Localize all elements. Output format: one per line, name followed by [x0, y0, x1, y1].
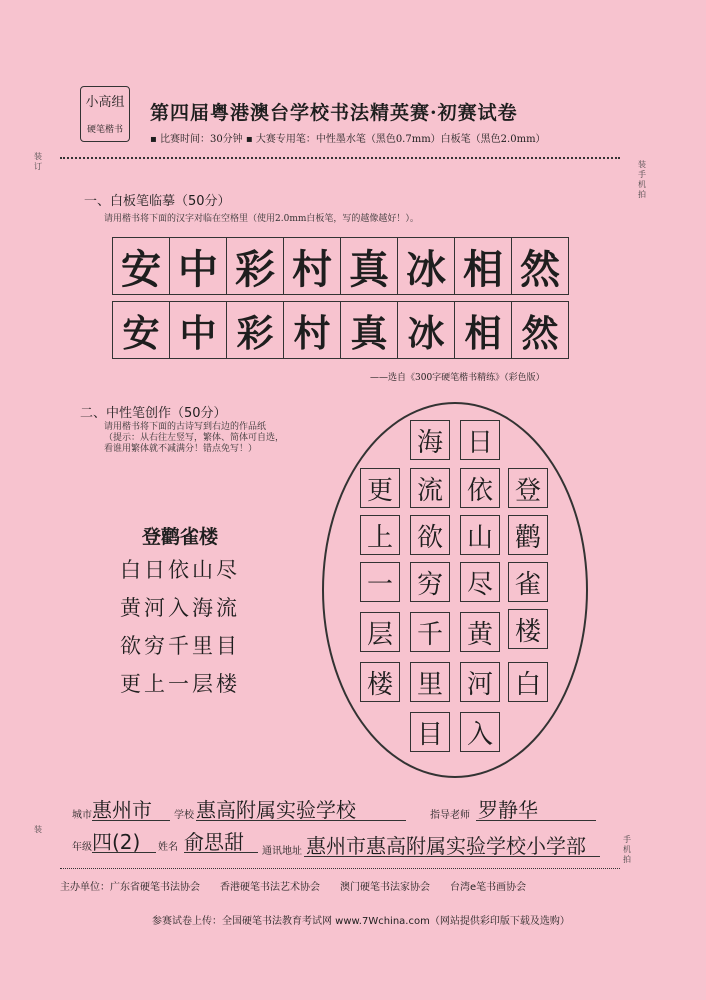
artwork-char: 里: [410, 662, 450, 702]
instruction-line: 看谁用繁体就不减满分！错点免写！）: [104, 444, 258, 454]
artwork-char: 黄: [460, 612, 500, 652]
artwork-char: 一: [360, 562, 400, 602]
artwork-char: 目: [410, 712, 450, 752]
poem-line: 更上一层楼: [120, 672, 240, 696]
artwork-char: 楼: [360, 662, 400, 702]
poem-line: 欲穷千里目: [120, 634, 240, 658]
model-char: 村: [283, 237, 340, 295]
address-underline: [304, 856, 600, 857]
header-divider: [60, 157, 620, 159]
school-label: 学校: [174, 810, 194, 821]
poem-line: 黄河入海流: [120, 596, 240, 620]
badge-group-text: 小高组: [85, 95, 125, 110]
section2-heading: 二、中性笔创作（50分）: [80, 406, 227, 421]
artwork-char: 白: [508, 662, 548, 702]
artwork-char: 千: [410, 612, 450, 652]
artwork-char: 流: [410, 468, 450, 508]
model-char: 彩: [226, 237, 283, 295]
poem-line: 白日依山尽: [120, 558, 240, 582]
copied-char: 冰: [397, 301, 454, 359]
badge-style-text: 硬笔楷书: [86, 125, 123, 135]
right-binding-mark: [637, 160, 647, 200]
artwork-char: 欲: [410, 515, 450, 555]
copied-char: 中: [169, 301, 226, 359]
section1-instruction: 请用楷书将下面的汉字对临在空格里（使用2.0mm白板笔，写的越像越好！）。: [104, 214, 419, 224]
copied-char: 真: [340, 301, 397, 359]
artwork-char: 鹳: [508, 515, 548, 555]
model-char: 然: [511, 237, 569, 295]
grade-underline: [92, 852, 156, 853]
poem-title: 登鹳雀楼: [142, 526, 219, 548]
name-value: 俞思甜: [184, 830, 244, 854]
left-binding-vertical: 订: [34, 162, 42, 171]
address-label: 通讯地址: [262, 846, 302, 857]
artwork-char: 穷: [410, 562, 450, 602]
model-char: 冰: [397, 237, 454, 295]
exam-title: 第四届粤港澳台学校书法精英赛·初赛试卷: [150, 102, 518, 124]
right-bottom-text: 手机拍: [623, 835, 631, 864]
artwork-char: 雀: [508, 562, 548, 602]
artwork-char: 河: [460, 662, 500, 702]
artwork-char: 入: [460, 712, 500, 752]
name-underline: [184, 852, 258, 853]
upload-line: 参赛试卷上传：全国硬笔书法教育考试网 www.7Wchina.com（网站提供彩印版下载及选购）: [152, 916, 570, 927]
left-binding-mark: [33, 152, 43, 172]
instruction-line: （提示：从右往左竖写，繁体、简体可自选，: [104, 433, 285, 443]
artwork-char: 山: [460, 515, 500, 555]
right-binding-top: 装: [638, 160, 646, 169]
artwork-char: 日: [460, 420, 500, 460]
city-label: 城市: [72, 810, 92, 821]
footer-divider: [60, 868, 620, 869]
exam-subtitle: ▪ 比赛时间：30分钟 ▪ 大赛专用笔：中性墨水笔（黑色0.7mm）白板笔（黑色2.0mm）: [150, 134, 546, 145]
model-char: 安: [112, 237, 169, 295]
copied-char: 然: [511, 301, 569, 359]
right-bottom-mark: [622, 835, 632, 865]
teacher-underline: [476, 820, 596, 821]
model-char: 中: [169, 237, 226, 295]
model-char: 相: [454, 237, 511, 295]
left-bottom-mark: [33, 825, 43, 835]
school-underline: [196, 820, 406, 821]
section2-instruction: [104, 422, 284, 455]
artwork-char: 依: [460, 468, 500, 508]
copied-char: 村: [283, 301, 340, 359]
city-underline: [92, 820, 170, 821]
model-char: 真: [340, 237, 397, 295]
artwork-char: 上: [360, 515, 400, 555]
name-label: 姓名: [158, 842, 178, 853]
left-bottom-text: 装: [34, 825, 42, 834]
instruction-line: 请用楷书将下面的古诗写到右边的作品纸: [104, 422, 267, 432]
left-binding-top: 装: [34, 152, 42, 161]
address-value: 惠州市惠高附属实验学校小学部: [306, 834, 586, 858]
copied-char: 相: [454, 301, 511, 359]
artwork-char: 更: [360, 468, 400, 508]
artwork-char: 楼: [508, 609, 548, 649]
organizers-line: 主办单位：广东省硬笔书法协会 香港硬笔书法艺术协会 澳门硬笔书法家协会 台湾e笔书画协会: [60, 882, 527, 893]
teacher-value: 罗静华: [478, 798, 538, 822]
right-binding-vertical: 手机拍: [638, 170, 646, 199]
copied-char-row: [112, 301, 569, 359]
source-note: ——选自《300字硬笔楷书精练》（彩色版）: [370, 373, 545, 383]
artwork-char: 登: [508, 468, 548, 508]
teacher-label: 指导老师: [430, 810, 470, 821]
model-char-row: [112, 237, 569, 295]
copied-char: 彩: [226, 301, 283, 359]
grade-label: 年级: [72, 842, 92, 853]
grade-value: 四(2): [92, 830, 141, 854]
artwork-char: 层: [360, 612, 400, 652]
artwork-char: 尽: [460, 562, 500, 602]
school-value: 惠高附属实验学校: [196, 798, 356, 822]
group-badge: [80, 86, 130, 142]
city-value: 惠州市: [92, 798, 152, 822]
artwork-char: 海: [410, 420, 450, 460]
copied-char: 安: [112, 301, 169, 359]
section1-heading: 一、白板笔临摹（50分）: [84, 194, 231, 209]
